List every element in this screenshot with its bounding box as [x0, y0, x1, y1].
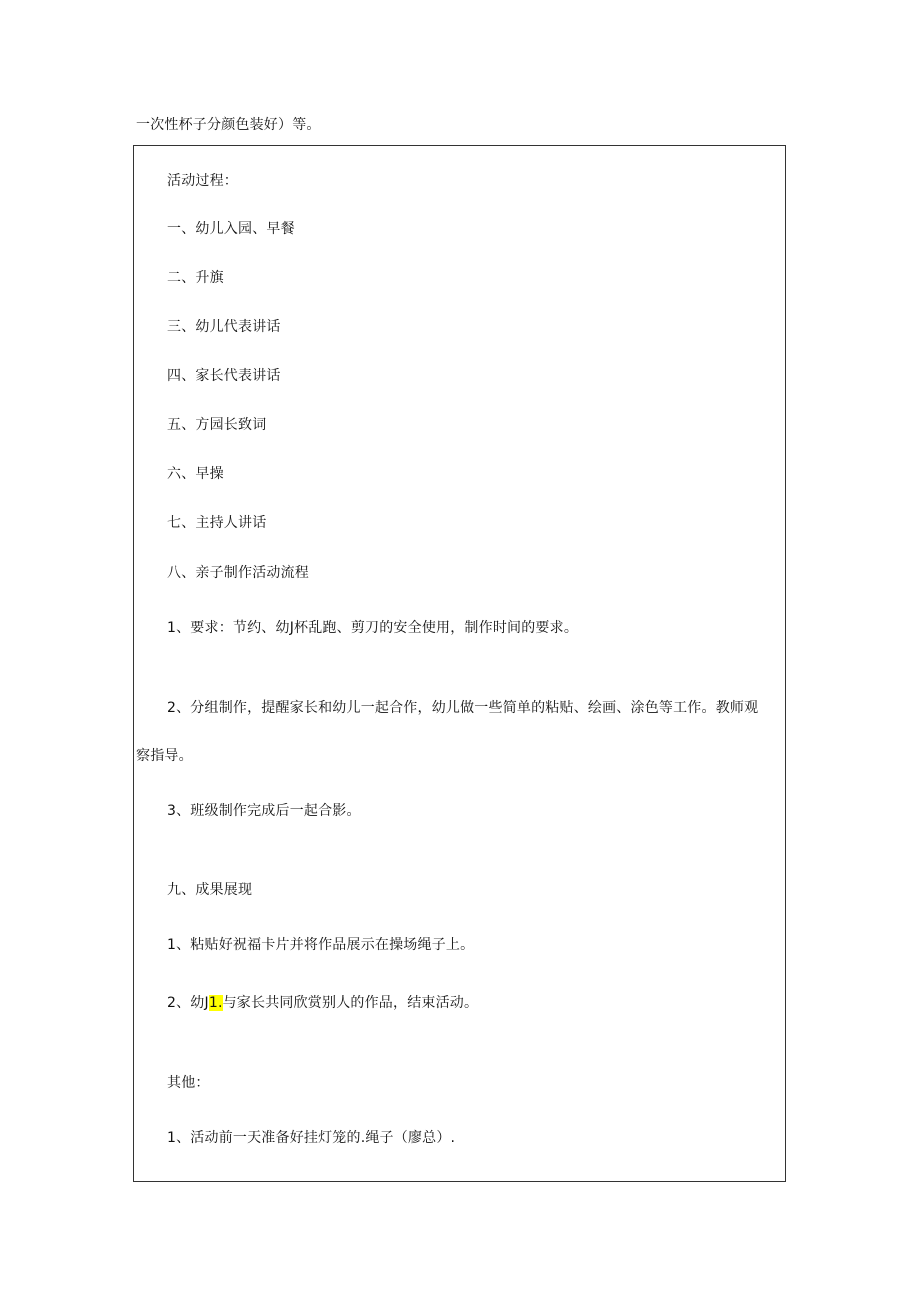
step-item: 四、家长代表讲话 [167, 368, 281, 384]
result-prefix: 2、幼J [167, 995, 209, 1011]
intro-line: 一次性杯子分颜色装好）等。 [136, 117, 321, 133]
step-item: 八、亲子制作活动流程 [167, 565, 309, 581]
result-item [167, 993, 478, 1013]
results-title: 九、成果展现 [167, 882, 253, 898]
making-item: 3、班级制作完成后一起合影。 [167, 803, 361, 819]
section-title: 活动过程： [167, 173, 238, 189]
step-item: 三、幼儿代表讲话 [167, 319, 281, 335]
result-suffix: 与家长共同欣赏别人的作品，结束活动。 [222, 995, 479, 1011]
making-item: 1、要求：节约、幼J杯乱跑、剪刀的安全使用，制作时间的要求。 [167, 620, 579, 636]
activity-table [133, 145, 786, 1182]
others-title: 其他： [167, 1075, 210, 1091]
step-item: 五、方园长致词 [167, 417, 267, 433]
step-item: 七、主持人讲话 [167, 515, 267, 531]
making-item: 察指导。 [136, 748, 193, 764]
others-item: 1、活动前一天准备好挂灯笼的.绳子（廖总）. [167, 1130, 456, 1146]
step-item: 二、升旗 [167, 270, 224, 286]
highlight-mark: 1. [208, 995, 223, 1011]
making-item: 2、分组制作，提醒家长和幼儿一起合作，幼儿做一些简单的粘贴、绘画、涂色等工作。教师观 [167, 700, 759, 716]
step-item: 六、早操 [167, 466, 224, 482]
result-item: 1、粘贴好祝福卡片并将作品展示在操场绳子上。 [167, 937, 475, 953]
step-item: 一、幼儿入园、早餐 [167, 221, 295, 237]
